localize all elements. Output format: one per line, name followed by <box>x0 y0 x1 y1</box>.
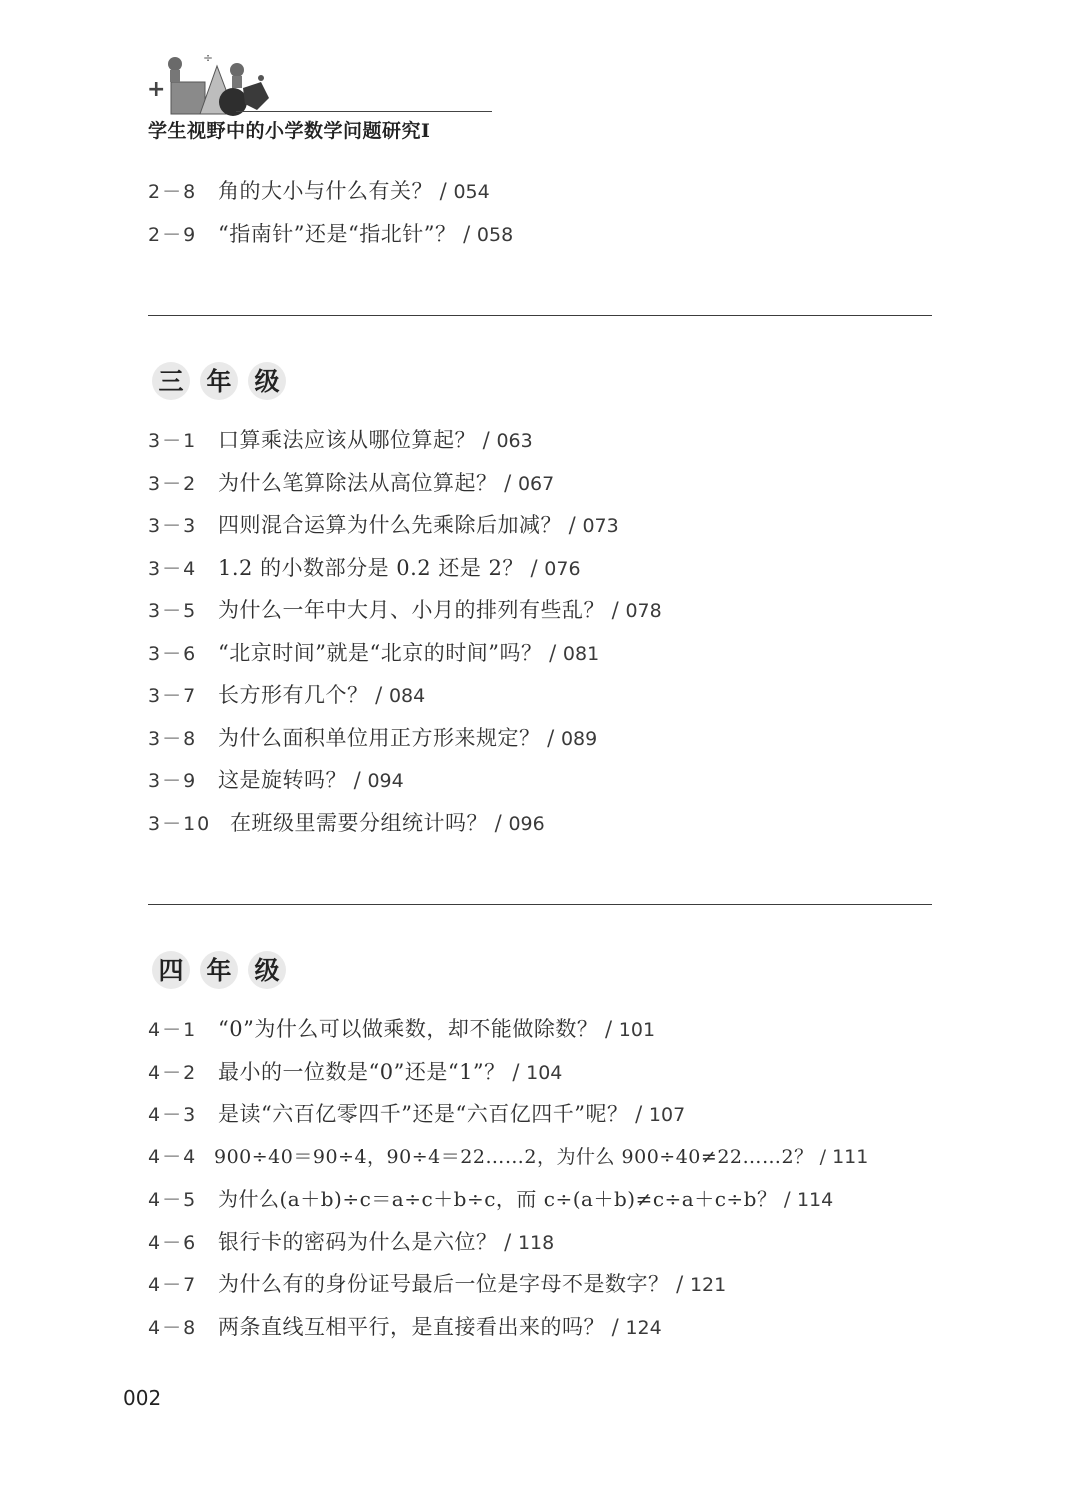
toc-item-page: 111 <box>832 1146 869 1168</box>
toc-item-separator: / <box>497 1230 518 1254</box>
toc-item[interactable] <box>148 806 545 840</box>
toc-item-title: 两条直线互相平行，是直接看出来的吗？ <box>218 1315 605 1339</box>
toc-item-title: 为什么有的身份证号最后一位是字母不是数字？ <box>218 1272 670 1296</box>
toc-item-page: 089 <box>560 728 598 750</box>
toc-item-separator: / <box>598 1017 619 1041</box>
toc-item[interactable] <box>148 174 490 208</box>
toc-item-number: 4－1 <box>148 1019 198 1041</box>
toc-item-page: 121 <box>689 1274 727 1296</box>
toc-item-number: 3－5 <box>148 600 198 622</box>
toc-item-page: 078 <box>625 600 662 622</box>
toc-item[interactable] <box>148 1097 685 1131</box>
toc-item-separator: / <box>540 726 561 750</box>
toc-item-separator: / <box>562 513 583 537</box>
toc-item[interactable] <box>148 1140 868 1174</box>
toc-item[interactable] <box>148 763 404 797</box>
toc-item-title: 最小的一位数是“0”还是“1”？ <box>218 1060 506 1084</box>
toc-item-title: 为什么一年中大月、小月的排列有些乱？ <box>218 598 605 622</box>
toc-item-number: 3－10 <box>148 813 212 835</box>
toc-item[interactable] <box>148 466 554 500</box>
toc-item[interactable] <box>148 551 581 585</box>
toc-item-number: 3－6 <box>148 643 198 665</box>
toc-item-title: “指南针”还是“指北针”？ <box>218 222 457 246</box>
toc-item-number: 3－4 <box>148 558 198 580</box>
toc-item-page: 084 <box>388 685 426 707</box>
toc-item-title: 这是旋转吗？ <box>218 768 347 792</box>
toc-item[interactable] <box>148 1012 655 1046</box>
toc-item-title: 口算乘法应该从哪位算起？ <box>218 428 476 452</box>
toc-item-title: 银行卡的密码为什么是六位？ <box>218 1230 498 1254</box>
toc-item-number: 2－9 <box>148 224 198 246</box>
toc-item-number: 4－2 <box>148 1062 198 1084</box>
page-number: 002 <box>123 1386 162 1410</box>
toc-item-title: 四则混合运算为什么先乘除后加减？ <box>218 513 562 537</box>
toc-item-title: 1.2 的小数部分是 0.2 还是 2？ <box>218 556 524 580</box>
toc-item-separator: / <box>456 222 477 246</box>
toc-item-number: 4－3 <box>148 1104 198 1126</box>
toc-item-separator: / <box>813 1146 833 1168</box>
toc-item[interactable] <box>148 721 597 755</box>
book-title: 学生视野中的小学数学问题研究Ⅰ <box>148 120 431 142</box>
toc-item-number: 3－2 <box>148 473 198 495</box>
toc-item-title: 长方形有几个？ <box>218 683 369 707</box>
toc-item-number: 4－7 <box>148 1274 198 1296</box>
toc-item-page: 104 <box>526 1062 563 1084</box>
heading-char: 年 <box>206 367 232 396</box>
header-logo-icon <box>145 48 275 118</box>
toc-item-number: 4－8 <box>148 1317 198 1339</box>
toc-item-separator: / <box>523 556 545 580</box>
toc-item-number: 4－5 <box>148 1189 198 1211</box>
heading-char: 级 <box>254 956 280 985</box>
toc-item-title: 为什么(a＋b)÷c＝a÷c＋b÷c，而 c÷(a＋b)≠c÷a＋c÷b？ <box>218 1187 778 1211</box>
toc-item-separator: / <box>347 768 368 792</box>
toc-item[interactable] <box>148 1310 662 1344</box>
toc-item[interactable] <box>148 217 513 251</box>
toc-item-page: 076 <box>544 558 581 580</box>
toc-item-separator: / <box>488 811 509 835</box>
toc-item-page: 118 <box>517 1232 555 1254</box>
toc-item-number: 3－9 <box>148 770 198 792</box>
toc-item-title: 为什么面积单位用正方形来规定？ <box>218 726 541 750</box>
toc-item[interactable] <box>148 636 599 670</box>
toc-item-number: 3－7 <box>148 685 198 707</box>
toc-item-page: 054 <box>453 181 490 203</box>
svg-text:÷: ÷ <box>203 51 214 65</box>
section-divider <box>148 904 932 905</box>
toc-item-separator: / <box>505 1060 527 1084</box>
toc-item-separator: / <box>605 598 626 622</box>
toc-item-page: 114 <box>796 1189 834 1211</box>
toc-item[interactable] <box>148 423 533 457</box>
heading-char: 三 <box>158 367 184 396</box>
toc-item-title: 为什么笔算除法从高位算起？ <box>218 471 498 495</box>
toc-item[interactable] <box>148 1267 726 1301</box>
toc-item-separator: / <box>476 428 497 452</box>
toc-item[interactable] <box>148 1182 833 1216</box>
toc-item-page: 101 <box>618 1019 656 1041</box>
toc-item-number: 3－8 <box>148 728 198 750</box>
toc-item-number: 3－3 <box>148 515 198 537</box>
toc-item-title: “北京时间”就是“北京的时间”吗？ <box>218 641 543 665</box>
heading-char: 四 <box>158 956 184 985</box>
toc-item-title: 角的大小与什么有关？ <box>218 179 433 203</box>
heading-char: 年 <box>206 956 232 985</box>
toc-item-title: 900÷40＝90÷4，90÷4＝22……2，为什么 900÷40≠22……2？ <box>214 1146 814 1168</box>
toc-item-separator: / <box>497 471 518 495</box>
toc-item-separator: / <box>628 1102 649 1126</box>
toc-item-number: 3－1 <box>148 430 198 452</box>
svg-text:+: + <box>147 77 166 102</box>
toc-item-page: 063 <box>496 430 533 452</box>
toc-item-page: 073 <box>582 515 619 537</box>
header-rule <box>236 111 492 112</box>
toc-item-number: 2－8 <box>148 181 198 203</box>
toc-item[interactable] <box>148 593 662 627</box>
toc-item-page: 067 <box>517 473 555 495</box>
grade3-heading <box>152 362 292 406</box>
section-divider <box>148 315 932 316</box>
toc-item-separator: / <box>542 641 563 665</box>
toc-item-separator: / <box>433 179 454 203</box>
toc-item-separator: / <box>669 1272 690 1296</box>
toc-item-separator: / <box>777 1187 797 1211</box>
toc-item-separator: / <box>368 683 389 707</box>
toc-item[interactable] <box>148 1225 554 1259</box>
toc-item-page: 081 <box>562 643 600 665</box>
toc-item-page: 107 <box>648 1104 686 1126</box>
toc-item-page: 094 <box>367 770 404 792</box>
toc-item-number: 4－6 <box>148 1232 198 1254</box>
toc-item[interactable] <box>148 678 425 712</box>
toc-item-title: 在班级里需要分组统计吗？ <box>230 811 488 835</box>
heading-char: 级 <box>254 367 280 396</box>
toc-item-title: “0”为什么可以做乘数，却不能做除数？ <box>218 1017 599 1041</box>
toc-item-page: 058 <box>476 224 514 246</box>
toc-item-title: 是读“六百亿零四千”还是“六百亿四千”呢？ <box>218 1102 629 1126</box>
toc-item[interactable] <box>148 508 619 542</box>
toc-item[interactable] <box>148 1055 562 1089</box>
grade4-heading <box>152 951 292 995</box>
toc-item-page: 124 <box>625 1317 662 1339</box>
toc-item-number: 4－4 <box>148 1146 198 1168</box>
toc-item-page: 096 <box>508 813 545 835</box>
toc-item-separator: / <box>605 1315 626 1339</box>
